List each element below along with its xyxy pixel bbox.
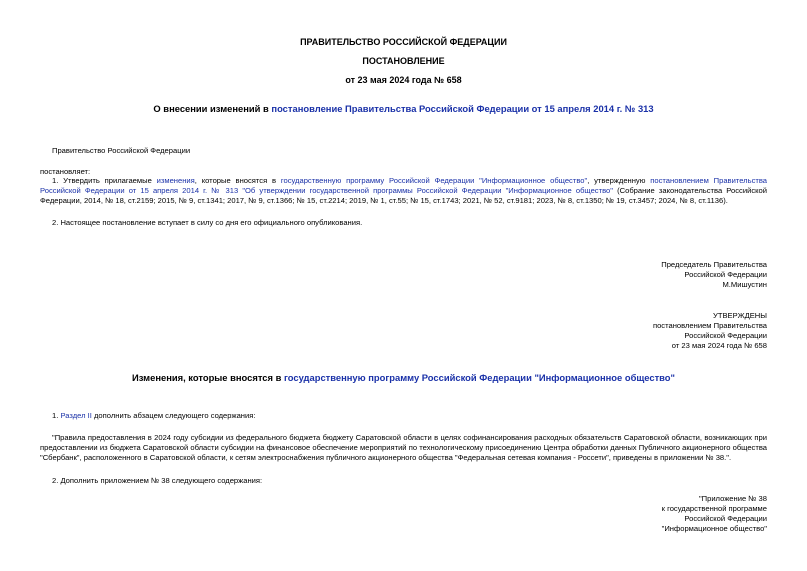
approved-line-3: Российской Федерации bbox=[684, 330, 767, 340]
change-1-text-a: 1. bbox=[52, 411, 61, 420]
changes-title bbox=[40, 372, 767, 384]
p1-text-d: (Собрание законодательства Российской Федерации, 2014, № 18, ст.2159; 2015, № 9, ст.1341; 2017, № 9, ст.1366; № 15, ст.2214; 2019, № 1, ст.55; № 15, ст.1743; 2021, № 52, ст.9181; 2023, № 8, ст.1350; № 19, ст.3457; 2024, № 8, ст.1136). bbox=[40, 185, 767, 205]
government-line: Правительство Российской Федерации bbox=[52, 146, 191, 155]
doc-type-heading: ПОСТАНОВЛЕНИЕ bbox=[362, 56, 445, 66]
appendix-block bbox=[662, 494, 767, 533]
change-1 bbox=[52, 411, 767, 421]
doc-subject-prefix: О внесении изменений в bbox=[153, 103, 272, 114]
signature-line-1: Председатель Правительства bbox=[661, 260, 767, 269]
doc-date-number: от 23 мая 2024 года № 658 bbox=[345, 75, 462, 85]
appendix-line-1: "Приложение № 38 bbox=[698, 494, 767, 503]
changes-title-prefix: Изменения, которые вносятся в bbox=[132, 372, 284, 383]
section-ii-link[interactable]: Раздел II bbox=[60, 411, 92, 420]
approved-line-2: постановлением Правительства bbox=[652, 320, 767, 330]
appendix-line-2: к государственной программе bbox=[661, 503, 767, 513]
decrees-line: постановляет: bbox=[40, 167, 91, 176]
signature-block bbox=[661, 260, 767, 290]
decree-313-link[interactable]: постановление Правительства Российской Федерации от 15 апреля 2014 г. № 313 bbox=[271, 103, 654, 114]
approved-line-1: УТВЕРЖДЕНЫ bbox=[713, 311, 767, 320]
change-1-text-b: дополнить абзацем следующего содержания: bbox=[91, 411, 256, 420]
p1-text-b: , которые вносятся в bbox=[194, 176, 281, 185]
appendix-line-3: Российской Федерации bbox=[684, 513, 767, 523]
approved-block bbox=[653, 311, 767, 350]
doc-subject bbox=[40, 103, 767, 115]
change-1-quote: "Правила предоставления в 2024 году субсидии из федерального бюджета бюджету Саратовской области в целях софинансирования расходных обязательств Саратовской области, возникающих при предоставлении из бюджета Саратовской области субсидии на финансовое обеспечение мероприятий по технологическому присоединению Центра обработки данных Публичного акционерного общества "Сбербанк", расположенного в Саратовской области, к сетям электроснабжения публичного акционерного общества "Федеральная сетевая компания - Россети", приведены в приложении № 38.". bbox=[40, 433, 767, 462]
changes-program-link[interactable]: государственную программу Российской Федерации "Информационное общество" bbox=[283, 372, 675, 383]
signature-line-3: М.Мишустин bbox=[722, 279, 767, 289]
paragraph-2: 2. Настоящее постановление вступает в силу со дня его официального опубликования. bbox=[52, 218, 363, 227]
org-heading: ПРАВИТЕЛЬСТВО РОССИЙСКОЙ ФЕДЕРАЦИИ bbox=[300, 37, 507, 47]
paragraph-1 bbox=[40, 176, 767, 206]
change-2: 2. Дополнить приложением № 38 следующего содержания: bbox=[52, 476, 263, 485]
p1-text-c: , утвержденную bbox=[587, 176, 651, 185]
changes-link[interactable]: изменения bbox=[156, 176, 195, 185]
p1-text-a: 1. Утвердить прилагаемые bbox=[52, 176, 157, 185]
appendix-line-4: "Информационное общество" bbox=[661, 523, 767, 533]
program-link[interactable]: государственную программу Российской Федерации "Информационное общество" bbox=[280, 176, 588, 185]
approved-line-4: от 23 мая 2024 года № 658 bbox=[671, 340, 767, 350]
signature-line-2: Российской Федерации bbox=[684, 269, 767, 279]
decree-link[interactable]: постановлением Правительства Российской Федерации от 15 апреля 2014 г. № 313 "Об утверждении государственной программы Российской Федерации "Информационное общество" bbox=[40, 176, 768, 195]
